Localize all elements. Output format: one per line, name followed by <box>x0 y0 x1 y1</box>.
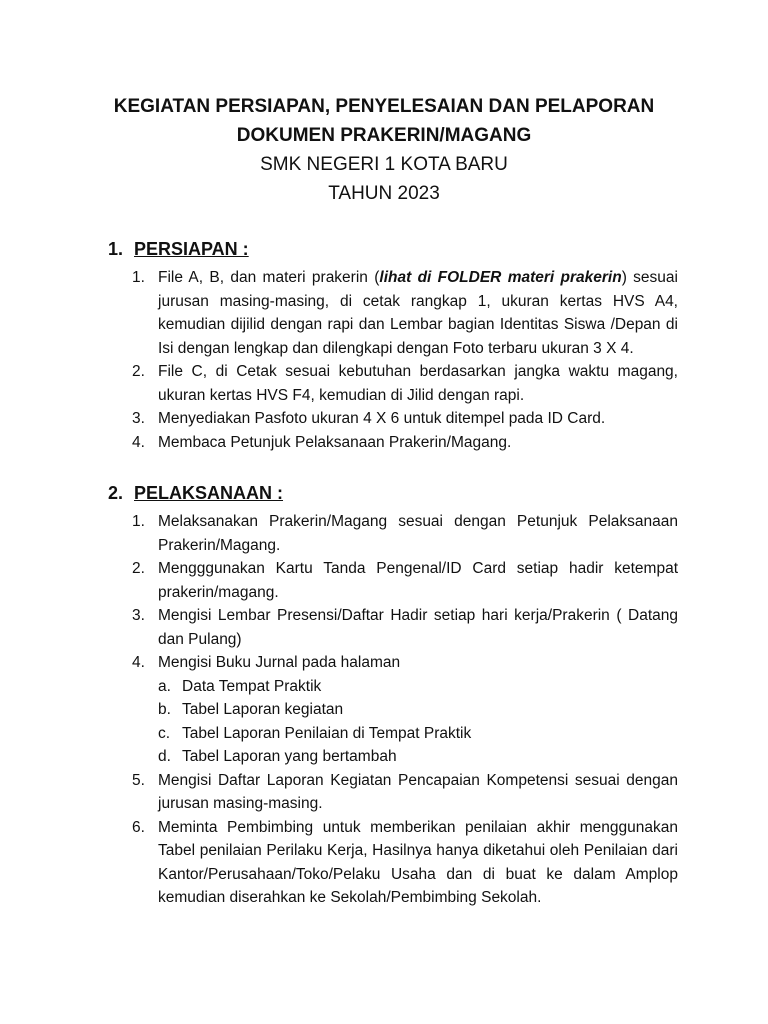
section-title: PERSIAPAN : <box>134 239 249 259</box>
item-text-post: ) sesuai jurusan masing-masing, di cetak rangkap 1, ukuran kertas HVS A4, kemudian dijilid dengan rapi dan Lembar bagian Identitas Siswa /Depan di Isi dengan lengkap dan dilengkapi dengan Foto terbaru ukuran 3 X 4. <box>158 269 678 357</box>
item-number: 5. <box>132 771 145 789</box>
list-item <box>108 816 678 910</box>
list-item <box>108 266 678 360</box>
item-number: 3. <box>132 607 145 624</box>
item-text: Mengisi Daftar Laporan Kegiatan Pencapaian Kompetensi sesuai dengan jurusan masing-masing. <box>158 771 678 812</box>
item-number: 6. <box>132 818 145 836</box>
item-text: Membaca Petunjuk Pelaksanaan Prakerin/Magang. <box>158 433 512 451</box>
list-item <box>108 651 678 769</box>
year: TAHUN 2023 <box>328 183 440 204</box>
section-number: 1. <box>108 239 124 259</box>
title-line-2: DOKUMEN PRAKERIN/MAGANG <box>236 125 532 146</box>
item-number: 3. <box>132 410 145 427</box>
item-text: Melaksanakan Prakerin/Magang sesuai dengan Petunjuk Pelaksanaan Prakerin/Magang. <box>158 513 678 554</box>
list-item <box>108 360 678 407</box>
list-item <box>108 431 678 455</box>
sub-item-letter: d. <box>158 748 171 765</box>
section-title: PELAKSANAAN : <box>134 483 284 503</box>
sub-list-item <box>158 675 678 699</box>
sub-list-item <box>158 745 678 769</box>
persiapan-list <box>108 266 678 454</box>
sub-list-item <box>158 722 678 746</box>
item-number: 4. <box>132 433 145 451</box>
item-text: Meminta Pembimbing untuk memberikan penilaian akhir menggunakan Tabel penilaian Perilaku Kerja, Hasilnya hanya diketahui oleh Penilaian dari Kantor/Perusahaan/Toko/Pelaku Usaha dan di buat ke dalam Amplop kemudian diserahkan ke Sekolah/Pembimbing Sekolah. <box>158 818 678 906</box>
school-name: SMK NEGERI 1 KOTA BARU <box>260 154 508 175</box>
item-text: Menyediakan Pasfoto ukuran 4 X 6 untuk ditempel pada ID Card. <box>158 410 606 427</box>
sub-item-text: Tabel Laporan Penilaian di Tempat Praktik <box>182 724 472 742</box>
section-number: 2. <box>108 483 124 503</box>
pelaksanaan-list <box>108 510 678 910</box>
item-text: File C, di Cetak sesuai kebutuhan berdasarkan jangka waktu magang, ukuran kertas HVS F4, kemudian di Jilid dengan rapi. <box>158 363 678 404</box>
title-line-1: KEGIATAN PERSIAPAN, PENYELESAIAN DAN PELAPORAN <box>113 96 655 117</box>
item-text: Mengisi Lembar Presensi/Daftar Hadir setiap hari kerja/Prakerin ( Datang dan Pulang) <box>158 607 678 648</box>
sub-item-letter: a. <box>158 677 171 695</box>
item-text-emphasis: lihat di FOLDER materi prakerin <box>379 269 622 286</box>
sub-list-item <box>158 698 678 722</box>
item-text: Mengggunakan Kartu Tanda Pengenal/ID Card setiap hadir ketempat prakerin/magang. <box>158 560 678 601</box>
item-text: Mengisi Buku Jurnal pada halaman <box>158 654 401 671</box>
sub-item-letter: b. <box>158 701 171 718</box>
list-item <box>108 407 678 431</box>
sub-item-text: Tabel Laporan kegiatan <box>182 701 344 718</box>
item-text-pre: File A, B, dan materi prakerin ( <box>158 269 380 286</box>
list-item <box>108 769 678 816</box>
sub-item-text: Tabel Laporan yang bertambah <box>182 748 397 765</box>
sub-item-letter: c. <box>158 724 171 742</box>
section-pelaksanaan <box>108 480 678 910</box>
item-number: 2. <box>132 560 145 577</box>
document-header <box>0 92 768 208</box>
list-item <box>108 604 678 651</box>
list-item <box>108 510 678 557</box>
section-heading <box>108 480 678 506</box>
list-item <box>108 557 678 604</box>
item-number: 1. <box>132 269 145 286</box>
item-number: 4. <box>132 654 145 671</box>
jurnal-sublist <box>158 675 678 769</box>
section-heading <box>108 236 678 262</box>
item-number: 1. <box>132 513 145 530</box>
item-number: 2. <box>132 363 145 380</box>
section-persiapan <box>108 236 678 454</box>
sub-item-text: Data Tempat Praktik <box>182 677 322 695</box>
